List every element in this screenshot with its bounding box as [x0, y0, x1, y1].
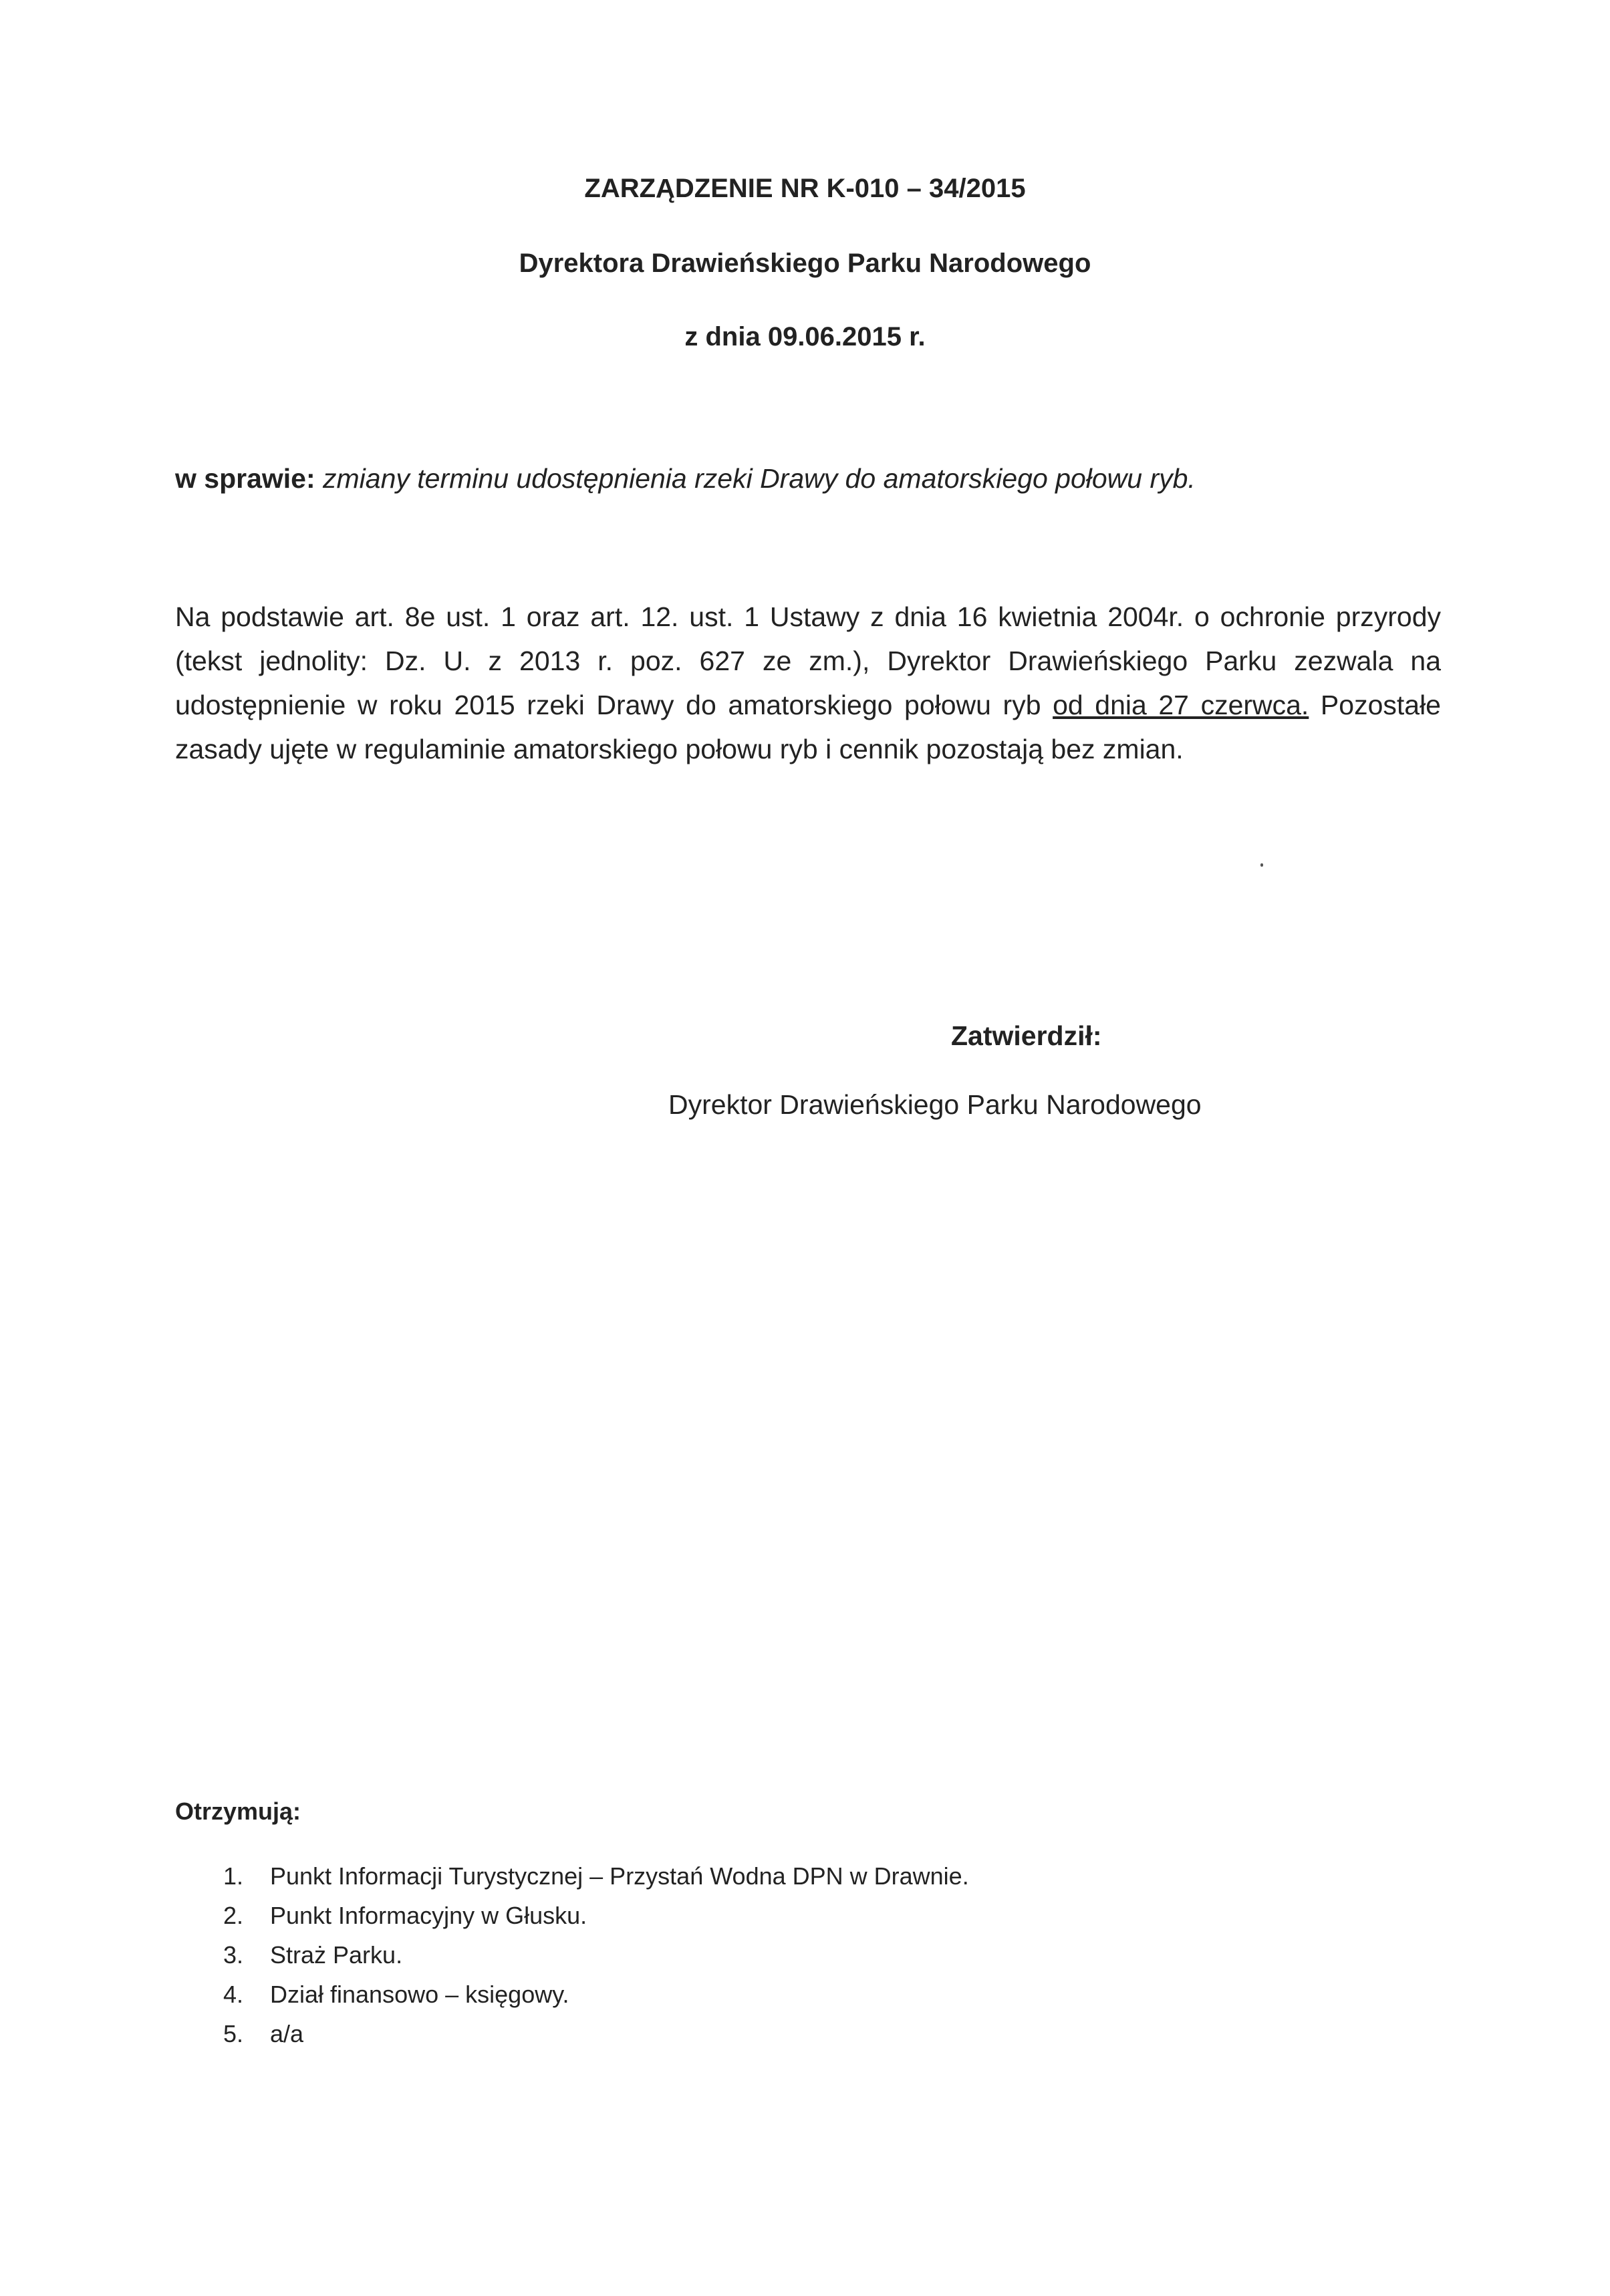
list-item	[175, 2020, 969, 2059]
list-item-number: 1.	[223, 1862, 243, 1890]
body-line-3-start: udostępnienie w roku 2015 rzeki Drawy do amatorskiego połowu ryb	[175, 690, 1041, 720]
recipients-list	[175, 1862, 969, 2059]
subject-text: zmiany terminu udostępnienia rzeki Drawy do amatorskiego połowu ryb.	[323, 463, 1196, 494]
list-item-text: Punkt Informacyjny w Głusku.	[270, 1902, 587, 1929]
list-item-number: 4.	[223, 1981, 243, 2008]
list-item-text: Punkt Informacji Turystycznej – Przystań Wodna DPN w Drawnie.	[270, 1862, 969, 1890]
body-line-3-end: Pozostałe	[1320, 690, 1441, 720]
approval-heading: Zatwierdził:	[951, 1020, 1102, 1051]
body-paragraph	[175, 595, 1441, 771]
list-item	[175, 1941, 969, 1981]
list-item-text: Straż Parku.	[270, 1941, 403, 1969]
effective-date-underlined: od dnia 27 czerwca.	[1053, 690, 1309, 720]
body-line-3	[175, 683, 1441, 727]
recipients-heading: Otrzymują:	[175, 1798, 301, 1825]
list-item	[175, 1902, 969, 1941]
body-line-1: Na podstawie art. 8e ust. 1 oraz art. 12. ust. 1 Ustawy z dnia 16 kwietnia 2004r. o ochronie przyrody	[175, 601, 1441, 632]
scan-speck	[1260, 863, 1263, 867]
list-item-number: 2.	[223, 1902, 243, 1929]
subject-label: w sprawie:	[175, 463, 315, 494]
list-item	[175, 1862, 969, 1902]
list-item	[175, 1981, 969, 2020]
body-line-2: (tekst jednolity: Dz. U. z 2013 r. poz. 627 ze zm.), Dyrektor Drawieńskiego Parku zezwala na	[175, 645, 1441, 676]
list-item-text: a/a	[270, 2020, 304, 2047]
body-line-4: zasady ujęte w regulaminie amatorskiego połowu ryb i cennik pozostają bez zmian.	[175, 734, 1184, 764]
list-item-number: 5.	[223, 2020, 243, 2047]
document-date: z dnia 09.06.2015 r.	[684, 322, 926, 351]
list-item-number: 3.	[223, 1941, 243, 1969]
approval-signatory: Dyrektor Drawieńskiego Parku Narodowego	[668, 1089, 1202, 1120]
document-issuer: Dyrektora Drawieńskiego Parku Narodowego	[519, 249, 1091, 278]
list-item-text: Dział finansowo – księgowy.	[270, 1981, 569, 2008]
subject-line	[175, 463, 1196, 494]
document-title: ZARZĄDZENIE NR K-010 – 34/2015	[584, 174, 1026, 203]
